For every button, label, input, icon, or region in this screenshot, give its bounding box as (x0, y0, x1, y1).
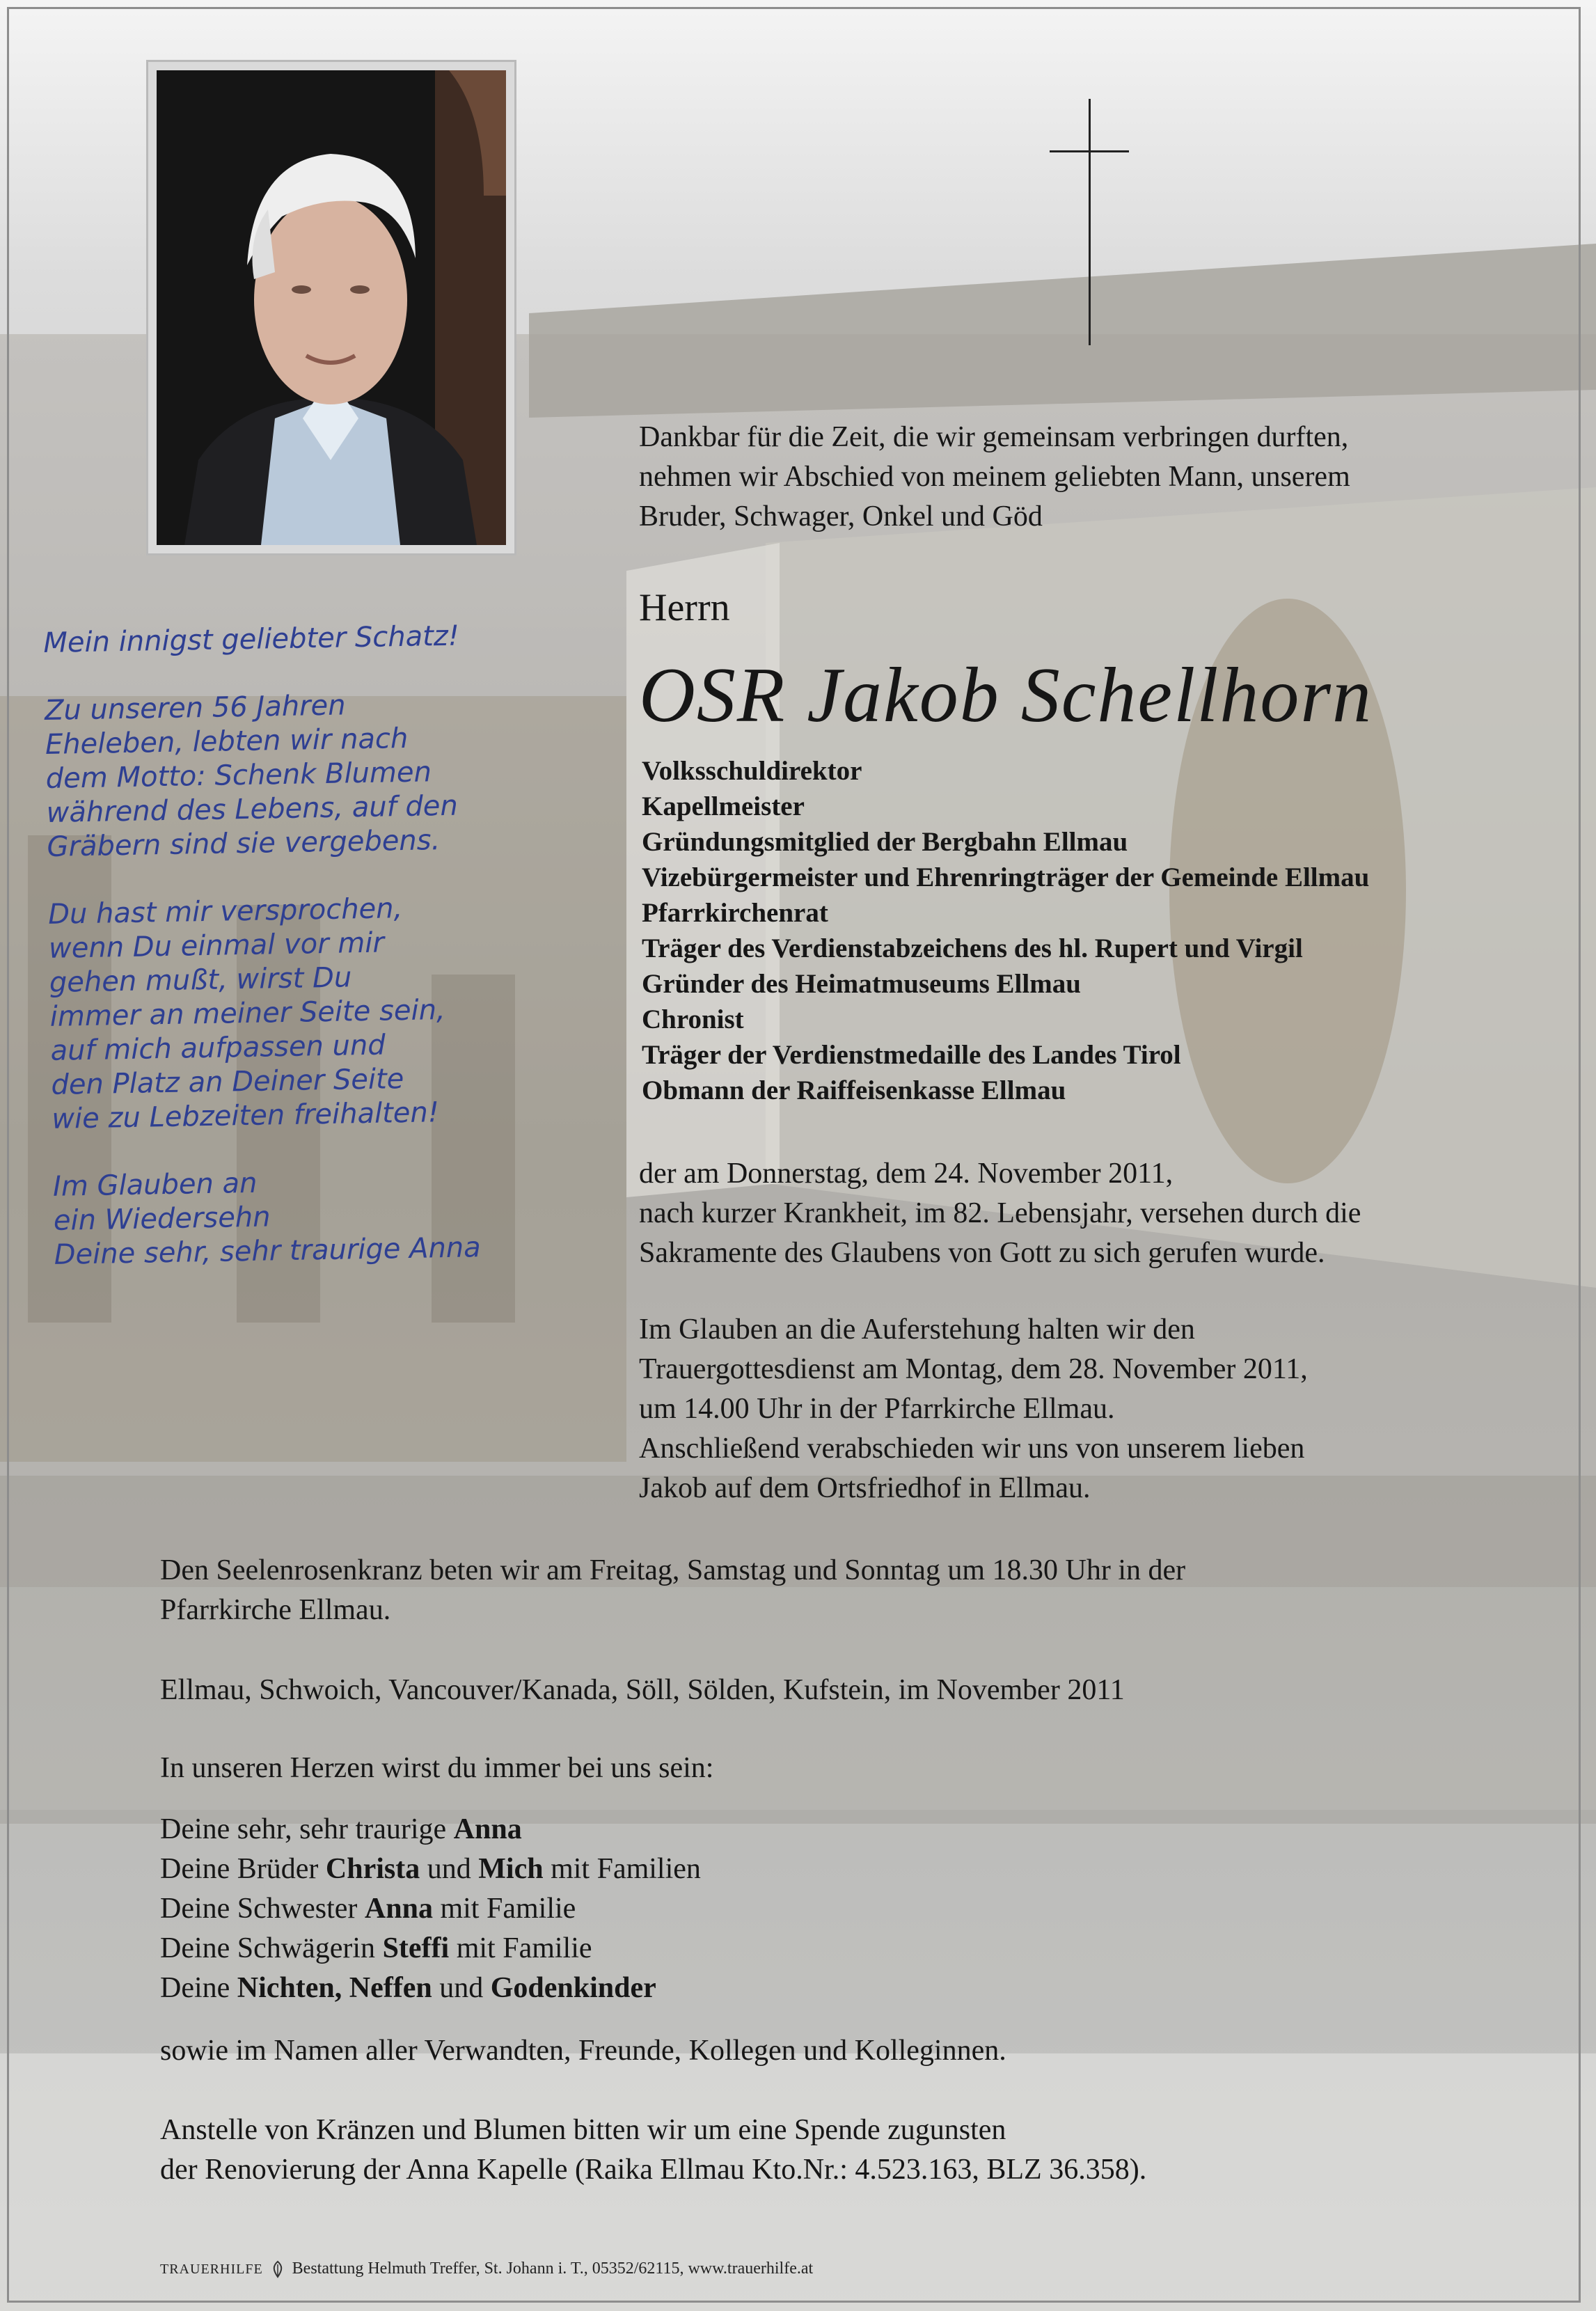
titles-list (642, 753, 1369, 1108)
cross-icon (1050, 99, 1129, 345)
donation-line: der Renovierung der Anna Kapelle (Raika Ellmau Kto.Nr.: 4.523.163, BLZ 36.358). (160, 2154, 1147, 2186)
footer (160, 2258, 813, 2280)
closing-line: sowie im Namen aller Verwandten, Freunde, Kollegen und Kolleginnen. (160, 2035, 1006, 2067)
salutation: Herrn (639, 586, 730, 629)
title-item: Träger der Verdienstmedaille des Landes Tirol (642, 1040, 1181, 1070)
letter-line: während des Lebens, auf den (46, 789, 459, 829)
title-item: Vizebürgermeister und Ehrenringträger der Gemeinde Ellmau (642, 862, 1370, 892)
letter-line: ein Wiedersehn (53, 1201, 271, 1237)
letter-line: wenn Du einmal vor mir (48, 926, 385, 965)
death-line: nach kurzer Krankheit, im 82. Lebensjahr, versehen durch die (639, 1197, 1361, 1229)
letter-line: auf mich aufpassen und (50, 1029, 386, 1067)
letter-line: Deine sehr, sehr traurige Anna (54, 1231, 482, 1271)
deceased-name: OSR Jakob Schellhorn (639, 652, 1373, 739)
title-item: Volksschuldirektor (642, 756, 862, 786)
places-date: Ellmau, Schwoich, Vancouver/Kanada, Söll, Sölden, Kufstein, im November 2011 (160, 1674, 1125, 1706)
portrait-photo (157, 70, 506, 545)
death-line: Sakramente des Glaubens von Gott zu sich gerufen wurde. (639, 1237, 1325, 1269)
letter-line: wie zu Lebzeiten freihalten! (51, 1096, 440, 1135)
mourner-line: Deine Schwägerin Steffi mit Familie (160, 1932, 592, 1964)
mourners-list (160, 1810, 701, 2008)
letter-line: den Platz an Deiner Seite (51, 1063, 404, 1101)
intro-line: Dankbar für die Zeit, die wir gemeinsam verbringen durften, (639, 421, 1349, 453)
footer-text: Bestattung Helmuth Treffer, St. Johann i. T., 05352/62115, www.trauerhilfe.at (292, 2259, 814, 2278)
letter-line: Mein innigst geliebter Schatz! (43, 620, 460, 659)
funeral-line: Anschließend verabschieden wir uns von unserem lieben (639, 1433, 1305, 1465)
mourner-line: Deine Schwester Anna mit Familie (160, 1893, 576, 1925)
rosary-line: Pfarrkirche Ellmau. (160, 1594, 391, 1626)
portrait-frame (146, 60, 516, 555)
letter-line: Eheleben, lebten wir nach (45, 722, 409, 761)
intro-line: Bruder, Schwager, Onkel und Göd (639, 500, 1043, 533)
funeral-notice (639, 1310, 1572, 1508)
title-item: Chronist (642, 1004, 744, 1034)
letter-line: dem Motto: Schenk Blumen (45, 756, 432, 795)
title-item: Träger des Verdienstabzeichens des hl. Rupert und Virgil (642, 933, 1303, 963)
rosary-notice (160, 1551, 1483, 1630)
death-notice (639, 1154, 1572, 1273)
letter-line: immer an meiner Seite sein, (49, 994, 446, 1033)
letter-line: Gräbern sind sie vergebens. (47, 824, 441, 863)
mourner-line: Deine Nichten, Neffen und Godenkinder (160, 1972, 656, 2004)
letter-line: gehen mußt, wirst Du (49, 961, 352, 999)
handwritten-letter (43, 616, 653, 1272)
death-line: der am Donnerstag, dem 24. November 2011, (639, 1158, 1174, 1190)
mourner-line: Deine Brüder Christa und Mich mit Familien (160, 1853, 701, 1885)
title-item: Gründer des Heimatmuseums Ellmau (642, 969, 1081, 999)
intro-text (639, 418, 1558, 537)
letter-line: Zu unseren 56 Jahren (44, 689, 346, 727)
funeral-line: um 14.00 Uhr in der Pfarrkirche Ellmau. (639, 1393, 1115, 1425)
funeral-line: Jakob auf dem Ortsfriedhof in Ellmau. (639, 1472, 1091, 1504)
title-item: Obmann der Raiffeisenkasse Ellmau (642, 1075, 1066, 1105)
letter-line: Im Glauben an (52, 1167, 258, 1203)
letter-line: Du hast mir versprochen, (47, 892, 403, 931)
donation-request (160, 2111, 1517, 2190)
intro-line: nehmen wir Abschied von meinem geliebten Mann, unserem (639, 461, 1350, 493)
title-item: Kapellmeister (642, 791, 805, 821)
title-item: Gründungsmitglied der Bergbahn Ellmau (642, 827, 1128, 857)
funeral-line: Im Glauben an die Auferstehung halten wir den (639, 1314, 1195, 1346)
footer-brand: TRAUERHILFE (160, 2262, 263, 2277)
donation-line: Anstelle von Kränzen und Blumen bitten wir um eine Spende zugunsten (160, 2114, 1006, 2146)
trauerhilfe-logo-icon (270, 2260, 285, 2278)
hearts-line: In unseren Herzen wirst du immer bei uns sein: (160, 1752, 714, 1784)
mourner-line: Deine sehr, sehr traurige Anna (160, 1813, 522, 1845)
title-item: Pfarrkirchenrat (642, 898, 828, 928)
funeral-line: Trauergottesdienst am Montag, dem 28. November 2011, (639, 1353, 1308, 1385)
rosary-line: Den Seelenrosenkranz beten wir am Freitag, Samstag und Sonntag um 18.30 Uhr in der (160, 1554, 1186, 1586)
